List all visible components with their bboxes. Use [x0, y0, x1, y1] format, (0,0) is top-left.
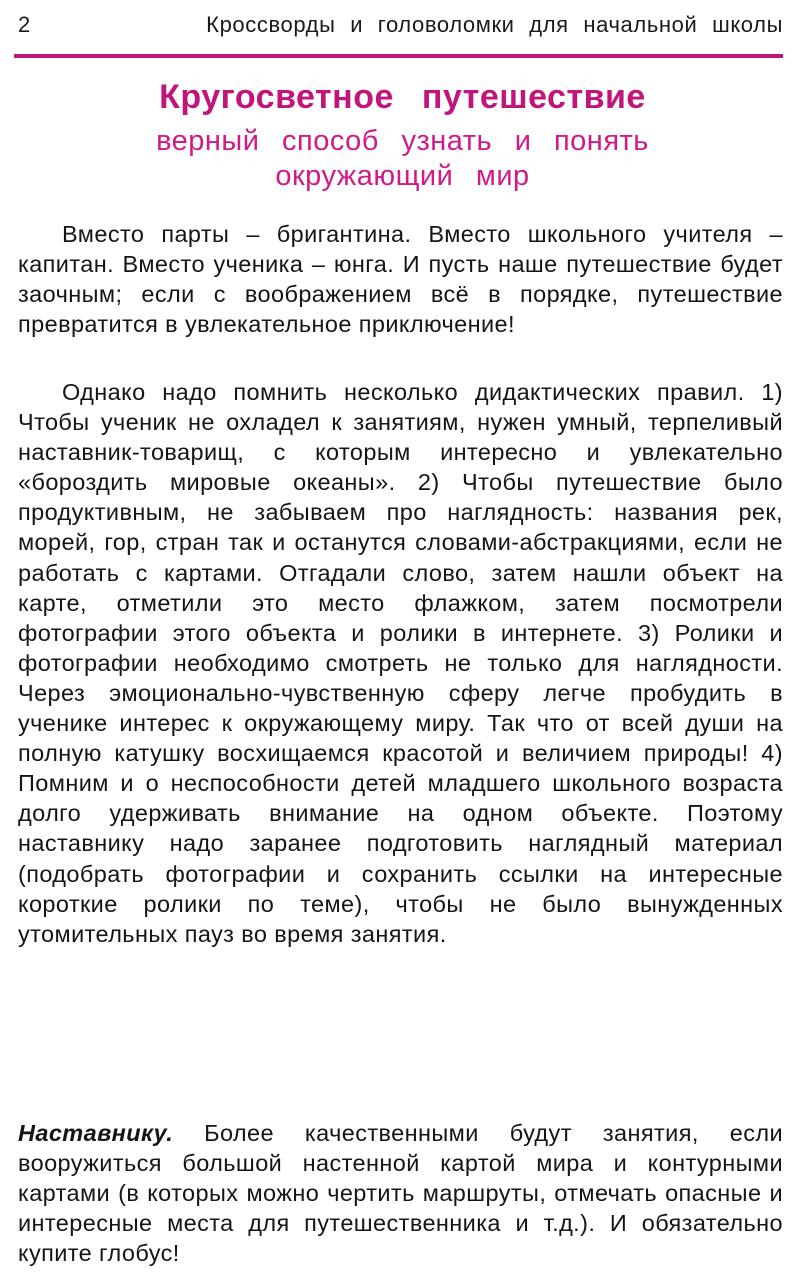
paragraph-rules: Однако надо помнить несколько дидактических правил. 1) Чтобы ученик не охладел к занятиям, нужен умный, терпеливый наставник-товарищ, с которым интересно и увлекательно «бороздить мировые океаны». 2) Чтобы путешествие было продуктивным, не забываем про наглядность: названия рек, морей, гор, стран так и останутся словами-абстракциями, если не работать с картами. Отгадали слово, затем нашли объект на карте, отметили это место флажком, затем посмотрели фотографии этого объекта и ролики в интернете. 3) Ролики и фотографии необходимо смотреть не только для наглядности. Через эмоционально-чувственную сферу легче пробудить в ученике интерес к окружающему миру. Так что от всей души на полную катушку восхищаемся красотой и величием природы! 4) Помним и о неспособности детей младшего школьного возраста долго удерживать внимание на одном объекте. Поэтому наставнику надо заранее подготовить наглядный материал (подобрать фотографии и сохранить ссылки на интересные короткие ролики по теме), чтобы не было вынужденных утомительных пауз во время занятия. — [18, 379, 783, 947]
mentor-note-label: Наставнику. — [18, 1120, 174, 1146]
mentor-note-text: Более качественными будут занятия, если вооружиться большой настенной картой мира и контурными картами (в которых можно чертить маршруты, отмечать опасные и интересные места для путешественника и т.д.). И обязательно купите глобус! — [18, 1120, 783, 1267]
mentor-note — [18, 1118, 783, 1268]
header-divider — [14, 54, 783, 58]
running-title: Кроссворды и головоломки для начальной школы — [206, 12, 783, 37]
article-title: Кругосветное путешествие — [159, 78, 646, 116]
subtitle-line: окружающий мир — [275, 160, 530, 192]
paragraph-intro: Вместо парты – бригантина. Вместо школьного учителя – капитан. Вместо ученика – юнга. И пусть наше путешествие будет заочным; если с воображением всё в порядке, путешествие превратится в увлекательное приключение! — [18, 221, 783, 338]
article-subtitle — [0, 124, 805, 194]
subtitle-line: верный способ узнать и понять — [156, 125, 649, 157]
page-number: 2 — [18, 12, 31, 37]
running-header — [18, 12, 783, 46]
